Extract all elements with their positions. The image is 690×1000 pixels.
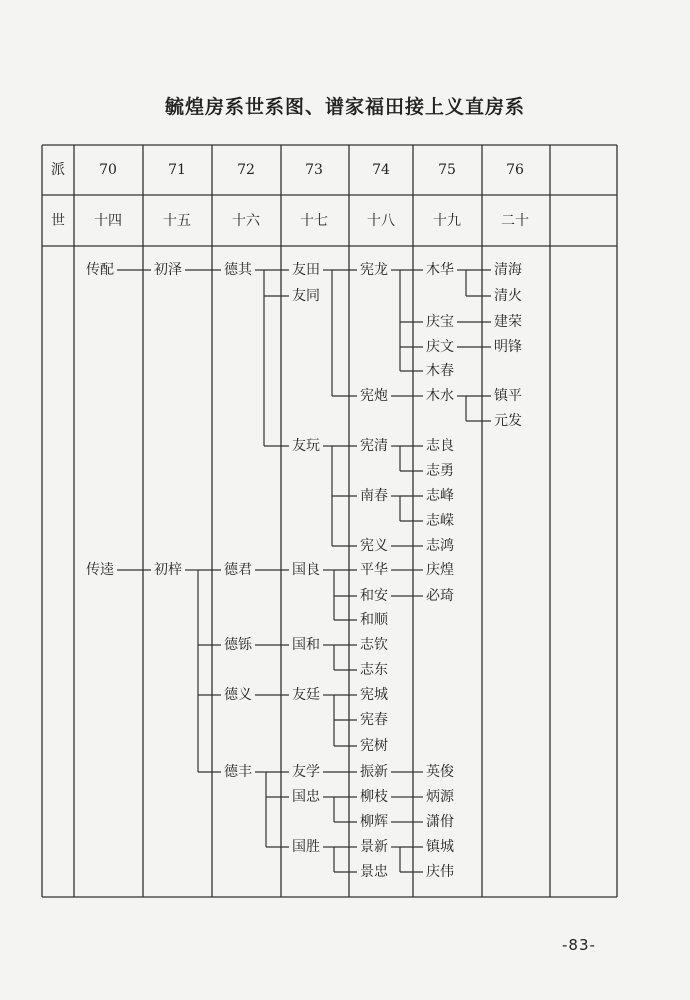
person-name: 庆宝 <box>426 314 454 330</box>
person-name: 镇城 <box>426 839 454 855</box>
page-title: 毓煌房系世系图、谱家福田接上义直房系 <box>164 96 525 118</box>
shi-number: 十五 <box>163 213 191 229</box>
person-name: 宪义 <box>360 538 388 554</box>
person-name: 木水 <box>426 388 454 404</box>
person-name: 清海 <box>494 262 522 278</box>
person-name: 炳源 <box>426 789 454 805</box>
person-name: 初梓 <box>154 562 182 578</box>
person-name: 友学 <box>292 764 320 780</box>
person-name: 志钦 <box>360 637 388 653</box>
person-name: 清火 <box>494 288 522 304</box>
person-name: 志嵘 <box>426 513 454 529</box>
person-name: 德义 <box>224 687 252 703</box>
person-name: 必琦 <box>426 588 454 604</box>
person-name: 友同 <box>292 288 320 304</box>
person-name: 国良 <box>292 562 320 578</box>
person-name: 友玩 <box>292 438 320 454</box>
person-name: 德其 <box>224 262 252 278</box>
pai-number: 70 <box>99 162 117 178</box>
person-name: 志东 <box>360 662 388 678</box>
person-name: 潇佾 <box>426 814 454 830</box>
shi-number: 十六 <box>232 213 260 229</box>
person-name: 和安 <box>360 588 388 604</box>
person-name: 庆伟 <box>426 864 454 880</box>
person-name: 友田 <box>292 262 320 278</box>
person-name: 初泽 <box>154 262 182 278</box>
person-name: 南春 <box>360 488 388 504</box>
header-pai-label: 派 <box>51 162 65 178</box>
person-name: 柳枝 <box>360 789 388 805</box>
person-name: 宪炮 <box>360 388 388 404</box>
person-name: 柳辉 <box>360 814 388 830</box>
person-name: 英俊 <box>426 764 454 780</box>
person-name: 平华 <box>360 562 388 578</box>
person-name: 庆煌 <box>426 562 454 578</box>
person-name: 和顺 <box>360 612 388 628</box>
pai-number: 74 <box>372 162 390 178</box>
person-name: 明锋 <box>494 339 522 355</box>
person-name: 国和 <box>292 637 320 653</box>
person-name: 宪城 <box>360 687 388 703</box>
shi-number: 二十 <box>501 213 529 229</box>
person-name: 德铄 <box>224 637 252 653</box>
person-name: 国忠 <box>292 789 320 805</box>
person-name: 宪龙 <box>360 262 388 278</box>
person-name: 木华 <box>426 262 454 278</box>
person-name: 志勇 <box>426 463 454 479</box>
header-shi-label: 世 <box>51 213 65 229</box>
person-name: 元发 <box>494 413 522 429</box>
pai-number: 72 <box>237 162 255 178</box>
person-name: 德君 <box>224 562 252 578</box>
person-name: 志良 <box>426 438 454 454</box>
person-name: 友廷 <box>292 687 320 703</box>
shi-number: 十九 <box>433 213 461 229</box>
person-name: 志鸿 <box>426 538 454 554</box>
page-number: -83- <box>562 936 596 954</box>
person-name: 木春 <box>426 363 454 379</box>
person-name: 景忠 <box>360 864 388 880</box>
person-name: 宪清 <box>360 438 388 454</box>
shi-number: 十四 <box>94 213 122 229</box>
person-name: 传逵 <box>86 562 114 578</box>
person-name: 景新 <box>360 839 388 855</box>
person-name: 镇平 <box>494 388 522 404</box>
shi-number: 十七 <box>300 213 328 229</box>
person-name: 国胜 <box>292 839 320 855</box>
pai-number: 71 <box>168 162 186 178</box>
person-name: 振新 <box>360 764 388 780</box>
person-name: 宪树 <box>360 738 388 754</box>
person-name: 志峰 <box>426 488 454 504</box>
shi-number: 十八 <box>367 213 395 229</box>
pai-number: 75 <box>438 162 456 178</box>
person-name: 传配 <box>86 262 114 278</box>
pai-number: 76 <box>506 162 524 178</box>
person-name: 建荣 <box>494 314 522 330</box>
person-name: 德丰 <box>224 764 252 780</box>
person-name: 宪春 <box>360 712 388 728</box>
pai-number: 73 <box>305 162 323 178</box>
person-name: 庆文 <box>426 339 454 355</box>
